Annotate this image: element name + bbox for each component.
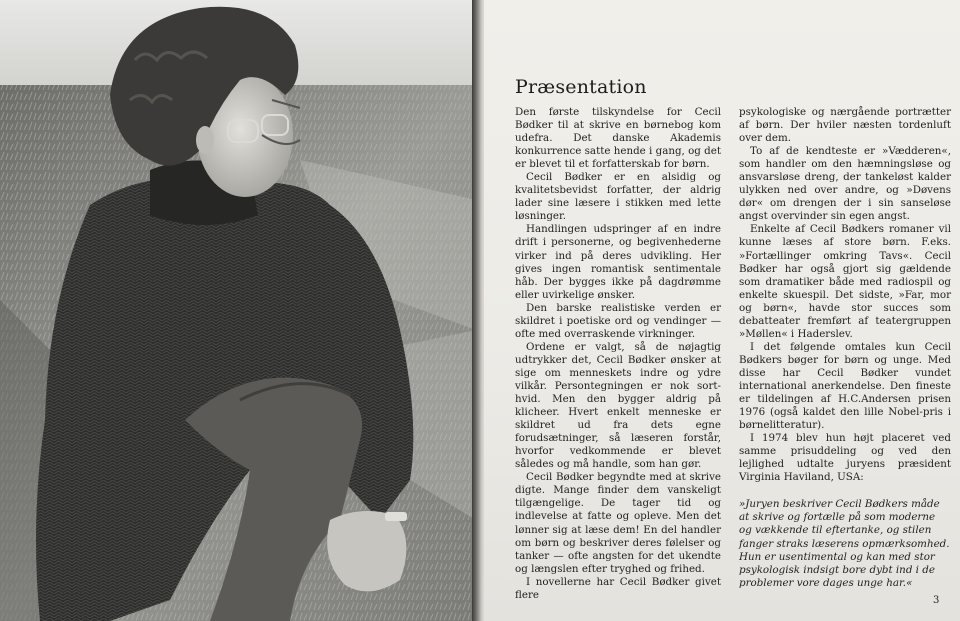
paragraph: Ordene er valgt, så de nøjagtig udtrykker det, Cecil Bødker ønsker at sige om menneskets indre og ydre vilkår. Persontegningen er nok sort-hvid. Men den bygger aldrig på klicheer. Hvert enkelt menneske er skildret ud fra dets egne forudsætninger, så læseren forstår, hvorfor vedkommende er blevet således og må handle, som han gør. — [515, 340, 721, 471]
paragraph: Cecil Bødker begyndte med at skrive digte. Mange finder dem vanskeligt tilgængelige. De tager tid og indlevelse at fatte og opleve. Men det lønner sig at læse dem! En del handler om børn og beskriver deres følelser og tanker — ofte angsten for det ukendte og længslen efter tryghed og frihed. — [515, 471, 721, 575]
paragraph: Cecil Bødker er en alsidig og kvalitetsbevidst forfatter, der aldrig lader sine læsere i stikken med lette løsninger. — [515, 171, 721, 223]
paragraph: I det følgende omtales kun Cecil Bødkers bøger for børn og unge. Med disse har Cecil Bødker vundet international anerkendelse. Den fineste er tildelingen af H.C.Andersen prisen 1976 (også kaldet den lille Nobel-pris i børnelitteratur). — [739, 340, 951, 432]
paragraph: I novellerne har Cecil Bødker givet flere — [515, 575, 721, 601]
paragraph: I 1974 blev hun højt placeret ved samme prisuddeling og ved den lejlighed udtalte juryens præsident Virginia Haviland, USA: — [739, 432, 951, 484]
page-title: Præsentation — [515, 76, 647, 98]
text-column-left — [515, 106, 721, 602]
paragraph: Den første tilskyndelse for Cecil Bødker til at skrive en børnebog kom udefra. Det danske Akademis konkurrence satte hende i gang, og det er blevet til et forfatterskab for børn. — [515, 106, 721, 171]
text-page — [484, 0, 960, 621]
text-column-right — [739, 106, 951, 590]
paragraph: Den barske realistiske verden er skildret i poetiske ord og vendinger — ofte med overraskende virkninger. — [515, 301, 721, 340]
page-number: 3 — [933, 595, 940, 606]
photo-page — [0, 0, 476, 621]
paragraph: To af de kendteste er »Vædderen«, som handler om den hæmningsløse og ansvarsløse dreng, der tankeløst kalder ulykken ned over andre, og »Døvens dør« om drengen der i sin sanseløse angst overvinder sin egen angst. — [739, 145, 951, 223]
woman-portrait-photo — [0, 0, 476, 621]
paragraph: Handlingen udspringer af en indre drift i personerne, og begivenhederne virker ind på deres udvikling. Her gives ingen romantisk sentimentale håb. Der bygges ikke på dagdrømme eller uvirkelige ønsker. — [515, 223, 721, 301]
paragraph: Enkelte af Cecil Bødkers romaner vil kunne læses af store børn. F.eks. »Fortællinger omkring Tavs«. Cecil Bødker har også gjort sig gældende som dramatiker både med radiospil og enkelte skuespil. Det sidste, »Far, mor og børn«, havde stor succes som debatteater fremført af teatergruppen »Møllen« i Haderslev. — [739, 223, 951, 340]
jury-quote: »Juryen beskriver Cecil Bødkers måde at skrive og fortælle på som moderne og vækkende til eftertanke, og stilen fanger straks læserens opmærksomhed. Hun er usentimental og kan med stor psykologisk indsigt bore dybt ind i de problemer vore dages unge har.« — [739, 498, 950, 589]
paragraph: psykologiske og nærgående portrætter af børn. Der hviler næsten tordenluft over dem. — [739, 106, 951, 145]
